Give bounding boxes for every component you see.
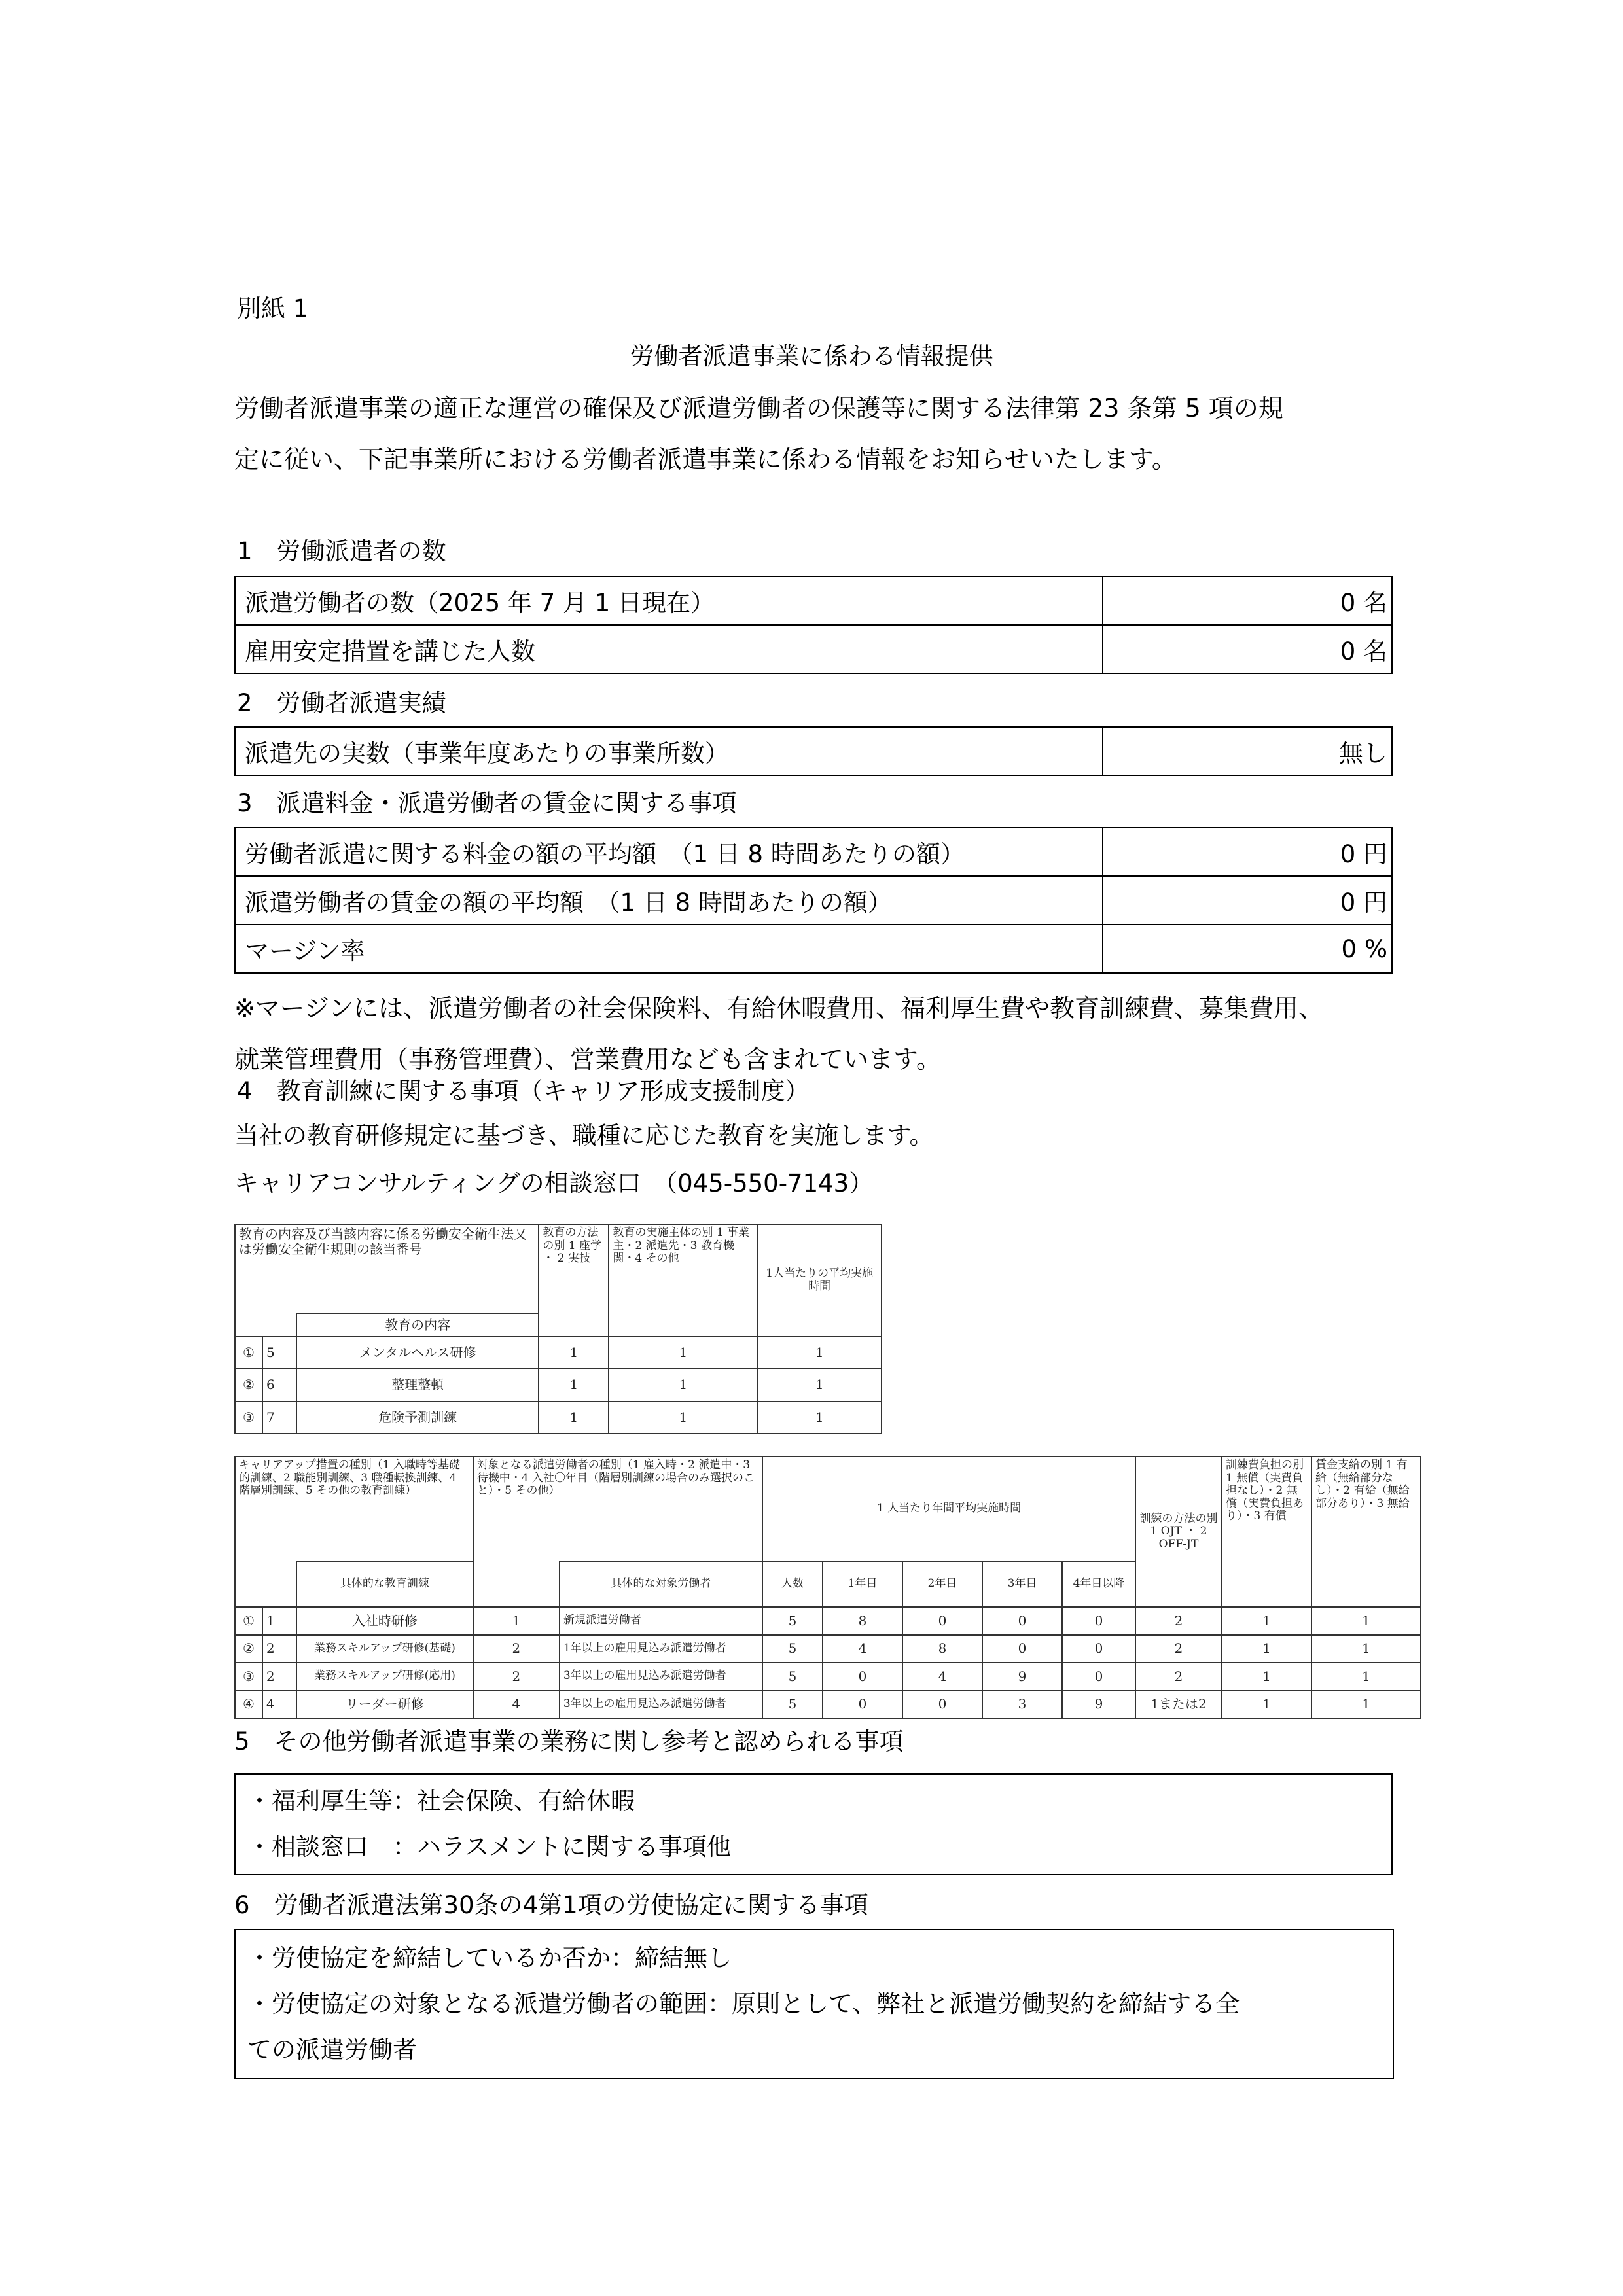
table-row bbox=[235, 1337, 882, 1369]
row-value: 0 名 bbox=[1103, 625, 1392, 673]
education-content-table bbox=[234, 1224, 882, 1434]
row-method: 2 bbox=[1135, 1663, 1222, 1691]
header-method: 教育の方法の別 1 座学 ・ 2 実技 bbox=[539, 1224, 609, 1337]
row-year-1: 8 bbox=[823, 1607, 902, 1635]
row-label: 派遣先の実数（事業年度あたりの事業所数） bbox=[235, 727, 1103, 775]
row-year-2: 0 bbox=[902, 1607, 982, 1635]
box-line: ・福利厚生等：社会保険、有給休暇 bbox=[247, 1787, 635, 1815]
section-3-heading: 3 派遣料金・派遣労働者の賃金に関する事項 bbox=[237, 789, 737, 817]
row-training: 業務スキルアップ研修(応用) bbox=[296, 1663, 473, 1691]
row-cost: 1 bbox=[1222, 1691, 1311, 1719]
header-year-2: 2年目 bbox=[902, 1561, 982, 1607]
row-value: 無し bbox=[1103, 727, 1392, 775]
dispatch-results-table bbox=[234, 726, 1393, 776]
row-year-1: 0 bbox=[823, 1691, 902, 1719]
header-year-1: 1年目 bbox=[823, 1561, 902, 1607]
header-year-4: 4年目以降 bbox=[1062, 1561, 1135, 1607]
header-type-sub: 具体的な教育訓練 bbox=[296, 1561, 473, 1607]
row-value: 0 % bbox=[1103, 925, 1392, 973]
row-wage: 1 bbox=[1311, 1607, 1421, 1635]
header-wage: 賃金支給の別 1 有給（無給部分なし）・2 有給（無給部分あり）・3 無給 bbox=[1311, 1457, 1421, 1607]
row-year-4: 0 bbox=[1062, 1607, 1135, 1635]
header-content-sub: 教育の内容 bbox=[296, 1313, 539, 1337]
box-line: ・労使協定の対象となる派遣労働者の範囲：原則として、弊社と派遣労働契約を締結する全 bbox=[247, 1990, 1240, 2018]
career-up-table bbox=[234, 1456, 1421, 1719]
row-year-2: 4 bbox=[902, 1663, 982, 1691]
row-label: 労働者派遣に関する料金の額の平均額 （1 日 8 時間あたりの額） bbox=[235, 828, 1103, 876]
table-row bbox=[235, 876, 1392, 925]
row-number: 5 bbox=[262, 1337, 296, 1369]
row-wage: 1 bbox=[1311, 1635, 1421, 1663]
table-row bbox=[235, 1663, 1421, 1691]
row-method: 1 bbox=[539, 1369, 609, 1401]
row-target-detail: 1年以上の雇用見込み派遣労働者 bbox=[560, 1635, 762, 1663]
row-mark: ① bbox=[235, 1607, 262, 1635]
other-matters-box bbox=[234, 1773, 1393, 1875]
row-cost: 1 bbox=[1222, 1635, 1311, 1663]
margin-note bbox=[234, 983, 1323, 1085]
row-target: 4 bbox=[473, 1691, 560, 1719]
header-count: 人数 bbox=[762, 1561, 823, 1607]
header-target: 対象となる派遣労働者の種別（1 雇入時・2 派遣中・3 待機中・4 入社〇年目（階層別訓練の場合のみ選択のこと）・5 その他） bbox=[473, 1457, 762, 1561]
row-target: 2 bbox=[473, 1635, 560, 1663]
table-row bbox=[235, 1691, 1421, 1719]
row-label: 派遣労働者の賃金の額の平均額 （1 日 8 時間あたりの額） bbox=[235, 876, 1103, 925]
row-label: マージン率 bbox=[235, 925, 1103, 973]
row-type: 2 bbox=[262, 1635, 296, 1663]
header-content: 教育の内容及び当該内容に係る労働安全衛生法又は労働安全衛生規則の該当番号 bbox=[235, 1224, 539, 1313]
row-cost: 1 bbox=[1222, 1663, 1311, 1691]
row-value: 0 円 bbox=[1103, 828, 1392, 876]
row-count: 5 bbox=[762, 1663, 823, 1691]
row-year-1: 0 bbox=[823, 1663, 902, 1691]
header-target-sub: 具体的な対象労働者 bbox=[560, 1561, 762, 1607]
row-value: 0 円 bbox=[1103, 876, 1392, 925]
row-mark: ④ bbox=[235, 1691, 262, 1719]
row-number: 6 bbox=[262, 1369, 296, 1401]
table-row bbox=[235, 1607, 1421, 1635]
row-target-detail: 3年以上の雇用見込み派遣労働者 bbox=[560, 1663, 762, 1691]
intro-line: 労働者派遣事業の適正な運営の確保及び派遣労働者の保護等に関する法律第 23 条第 5 項の規 bbox=[234, 394, 1283, 423]
row-entity: 1 bbox=[609, 1402, 757, 1434]
row-method: 1 bbox=[539, 1337, 609, 1369]
worker-count-table bbox=[234, 576, 1393, 674]
row-value: 0 名 bbox=[1103, 576, 1392, 625]
table-row bbox=[235, 727, 1392, 775]
row-content: 危険予測訓練 bbox=[296, 1402, 539, 1434]
row-type: 1 bbox=[262, 1607, 296, 1635]
row-training: 入社時研修 bbox=[296, 1607, 473, 1635]
row-target-detail: 新規派遣労働者 bbox=[560, 1607, 762, 1635]
row-year-3: 9 bbox=[982, 1663, 1062, 1691]
row-cost: 1 bbox=[1222, 1607, 1311, 1635]
annex-label: 別紙 1 bbox=[237, 294, 309, 323]
table-header-row bbox=[235, 1224, 882, 1313]
row-entity: 1 bbox=[609, 1369, 757, 1401]
row-hours: 1 bbox=[757, 1369, 882, 1401]
row-year-4: 0 bbox=[1062, 1635, 1135, 1663]
box-line: ・相談窓口 ：ハラスメントに関する事項他 bbox=[247, 1833, 731, 1861]
row-method: 1 bbox=[539, 1402, 609, 1434]
section-1-heading: 1 労働派遣者の数 bbox=[237, 537, 446, 565]
header-hours: 1人当たりの平均実施時間 bbox=[757, 1224, 882, 1337]
row-method: 1または2 bbox=[1135, 1691, 1222, 1719]
row-year-2: 8 bbox=[902, 1635, 982, 1663]
row-content: 整理整頓 bbox=[296, 1369, 539, 1401]
header-year-3: 3年目 bbox=[982, 1561, 1062, 1607]
education-policy-text: 当社の教育研修規定に基づき、職種に応じた教育を実施します。 bbox=[234, 1122, 934, 1150]
intro-line: 定に従い、下記事業所における労働者派遣事業に係わる情報をお知らせいたします。 bbox=[234, 445, 1177, 474]
table-header-row bbox=[235, 1457, 1421, 1561]
row-mark: ③ bbox=[235, 1402, 262, 1434]
career-consulting-contact: キャリアコンサルティングの相談窓口 （045-550-7143） bbox=[234, 1169, 874, 1197]
row-hours: 1 bbox=[757, 1402, 882, 1434]
row-year-2: 0 bbox=[902, 1691, 982, 1719]
row-mark: ① bbox=[235, 1337, 262, 1369]
row-target-detail: 3年以上の雇用見込み派遣労働者 bbox=[560, 1691, 762, 1719]
header-method: 訓練の方法の別 1 OJT ・ 2 OFF-JT bbox=[1135, 1457, 1222, 1607]
row-type: 4 bbox=[262, 1691, 296, 1719]
row-year-4: 9 bbox=[1062, 1691, 1135, 1719]
row-count: 5 bbox=[762, 1635, 823, 1663]
row-year-3: 0 bbox=[982, 1607, 1062, 1635]
table-row bbox=[235, 1369, 882, 1401]
section-2-heading: 2 労働者派遣実績 bbox=[237, 689, 446, 717]
section-5-heading: 5 その他労働者派遣事業の業務に関し参考と認められる事項 bbox=[234, 1727, 904, 1756]
fee-wage-table bbox=[234, 827, 1393, 974]
row-label: 派遣労働者の数（2025 年 7 月 1 日現在） bbox=[235, 576, 1103, 625]
section-6-heading: 6 労働者派遣法第30条の4第1項の労使協定に関する事項 bbox=[234, 1891, 868, 1919]
row-year-3: 0 bbox=[982, 1635, 1062, 1663]
labor-agreement-box bbox=[234, 1929, 1394, 2079]
header-cost: 訓練費負担の別 1 無償（実費負担なし）・2 無償（実費負担あり）・3 有償 bbox=[1222, 1457, 1311, 1607]
row-label: 雇用安定措置を講じた人数 bbox=[235, 625, 1103, 673]
row-mark: ② bbox=[235, 1635, 262, 1663]
box-line: ての派遣労働者 bbox=[247, 2036, 417, 2064]
table-row bbox=[235, 828, 1392, 876]
row-training: 業務スキルアップ研修(基礎) bbox=[296, 1635, 473, 1663]
document-title: 労働者派遣事業に係わる情報提供 bbox=[630, 342, 993, 370]
row-year-1: 4 bbox=[823, 1635, 902, 1663]
table-row bbox=[235, 1635, 1421, 1663]
row-mark: ③ bbox=[235, 1663, 262, 1691]
row-number: 7 bbox=[262, 1402, 296, 1434]
box-line: ・労使協定を締結しているか否か：締結無し bbox=[247, 1944, 732, 1972]
header-entity: 教育の実施主体の別 1 事業主・2 派遣先・3 教育機関・4 その他 bbox=[609, 1224, 757, 1337]
row-type: 2 bbox=[262, 1663, 296, 1691]
row-entity: 1 bbox=[609, 1337, 757, 1369]
row-year-3: 3 bbox=[982, 1691, 1062, 1719]
note-line: ※マージンには、派遣労働者の社会保険料、有給休暇費用、福利厚生費や教育訓練費、募集費用、 bbox=[234, 994, 1324, 1023]
row-target: 2 bbox=[473, 1663, 560, 1691]
row-training: リーダー研修 bbox=[296, 1691, 473, 1719]
table-row bbox=[235, 625, 1392, 673]
header-annual-hours: 1 人当たり年間平均実施時間 bbox=[762, 1457, 1135, 1561]
table-row bbox=[235, 576, 1392, 625]
table-row bbox=[235, 1402, 882, 1434]
row-mark: ② bbox=[235, 1369, 262, 1401]
row-wage: 1 bbox=[1311, 1663, 1421, 1691]
row-year-4: 0 bbox=[1062, 1663, 1135, 1691]
row-count: 5 bbox=[762, 1691, 823, 1719]
row-content: メンタルヘルス研修 bbox=[296, 1337, 539, 1369]
row-method: 2 bbox=[1135, 1635, 1222, 1663]
section-4-heading: 4 教育訓練に関する事項（キャリア形成支援制度） bbox=[237, 1077, 810, 1105]
header-type: キャリアアップ措置の種別（1 入職時等基礎的訓練、2 職能別訓練、3 職種転換訓練、4 階層別訓練、5 その他の教育訓練） bbox=[235, 1457, 473, 1561]
note-line: 就業管理費用（事務管理費）、営業費用なども含まれています。 bbox=[234, 1045, 941, 1074]
row-wage: 1 bbox=[1311, 1691, 1421, 1719]
row-method: 2 bbox=[1135, 1607, 1222, 1635]
table-row bbox=[235, 925, 1392, 973]
row-hours: 1 bbox=[757, 1337, 882, 1369]
intro-paragraph bbox=[234, 383, 1283, 485]
row-target: 1 bbox=[473, 1607, 560, 1635]
row-count: 5 bbox=[762, 1607, 823, 1635]
